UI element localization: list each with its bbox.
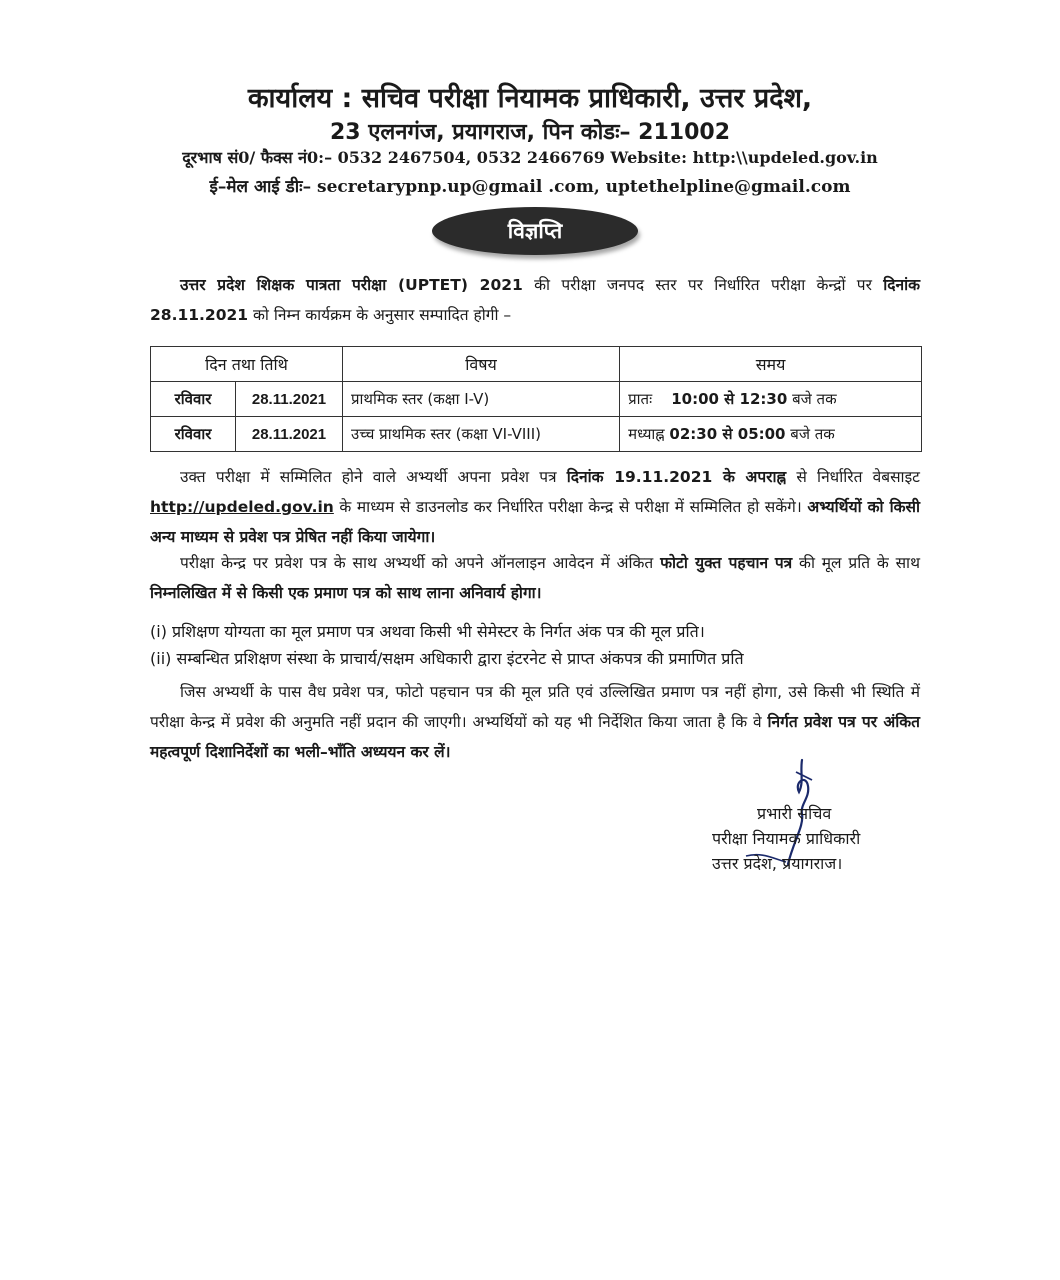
para2-text-a: उक्त परीक्षा में सम्मिलित होने वाले अभ्यर्थी अपना प्रवेश पत्र (180, 468, 567, 486)
para3-text-d: की मूल प्रति के साथ (792, 554, 920, 572)
para3-text-a: परीक्षा केन्द्र पर प्रवेश पत्र के साथ अभ्यर्थी को अपने ऑनलाइन आवेदन में अंकित (180, 554, 661, 572)
office-email: ई–मेल आई डीः– secretarypnp.up@gmail .com, uptethelpline@gmail.com (209, 177, 851, 197)
row-day: रविवार (151, 417, 236, 452)
row-date: 28.11.2021 (236, 382, 343, 417)
patra-text: पत्र (774, 554, 793, 572)
row-time (620, 417, 922, 452)
row-date: 28.11.2021 (236, 417, 343, 452)
para3-bold-note: निम्नलिखित में से किसी एक प्रमाण पत्र को साथ लाना अनिवार्य होगा। (150, 584, 542, 602)
exam-name: उत्तर प्रदेश शिक्षक पात्रता परीक्षा (UPTET) 2021 (180, 276, 523, 294)
photo-id-text: फोटो युक्त पहचान (660, 554, 769, 572)
para4-bold-note: निर्गत प्रवेश पत्र पर अंकित महत्वपूर्ण दिशानिर्देशों का भली–भाँति अध्ययन कर लें। (150, 713, 920, 761)
office-phone-website: दूरभाष सं0/ फैक्स नं0:– 0532 2467504, 0532 2466769 Website: http:\\updeled.gov.in (182, 148, 878, 167)
table-row (151, 417, 922, 452)
id-proof-paragraph (150, 548, 920, 608)
table-header-row (151, 347, 922, 382)
office-address: 23 एलनगंज, प्रयागराज, पिन कोडः– 211002 (329, 120, 731, 145)
row-subject: प्राथमिक स्तर (कक्षा I-V) (343, 382, 620, 417)
list-item: (ii) सम्बन्धित प्रशिक्षण संस्था के प्राचार्य/सक्षम अधिकारी द्वारा इंटरनेट से प्राप्त अंकपत्र की प्रमाणित प्रति (150, 649, 744, 668)
admit-card-date: दिनांक 19.11.2021 के अपराह्न (566, 468, 787, 486)
time-suffix: बजे तक (792, 390, 837, 408)
signatory-title: प्रभारी सचिव (757, 804, 832, 823)
para2-bold-note: अभ्यर्थियों को किसी अन्य माध्यम से प्रवेश पत्र प्रेषित नहीं किया जायेगा। (150, 498, 921, 546)
admit-card-paragraph (150, 462, 920, 552)
time-suffix: बजे तक (790, 425, 835, 443)
notice-title (432, 207, 638, 255)
para2-text-d: के माध्यम से डाउनलोड कर निर्धारित परीक्षा केन्द्र से परीक्षा में सम्मिलित हो सकेंगे। (333, 498, 808, 516)
para4-text-a: जिस अभ्यर्थी के पास वैध प्रवेश पत्र, फोटो पहचान पत्र की मूल प्रति एवं उल्लिखित प्रमाण पत्र नहीं होगा, उसे किसी भी स्थिति में परीक्षा केन्द्र में प्रवेश की अनुमति नहीं प्रदान की जाएगी। अभ्यर्थियों को यह भी निर्देशित किया जाता है कि वे (150, 683, 920, 731)
row-time (620, 382, 922, 417)
office-title: कार्यालय : सचिव परीक्षा नियामक प्राधिकारी, उत्तर प्रदेश, (247, 83, 813, 114)
para2-text-c: से निर्धारित वेबसाइट (786, 468, 920, 486)
table-row (151, 382, 922, 417)
signatory-office: परीक्षा नियामक प्राधिकारी (712, 829, 861, 848)
row-subject: उच्च प्राथमिक स्तर (कक्षा VI-VIII) (343, 417, 620, 452)
signatory-location: उत्तर प्रदेश, प्रयागराज। (712, 854, 843, 873)
schedule-table (150, 346, 922, 452)
notice-title-text: विज्ञप्ति (507, 219, 563, 243)
website-link[interactable]: http://updeled.gov.in (150, 498, 334, 516)
time-prefix: प्रातः (628, 390, 653, 408)
intro-paragraph (150, 270, 920, 330)
time-range: 10:00 से 12:30 (671, 390, 788, 408)
list-item: (i) प्रशिक्षण योग्यता का मूल प्रमाण पत्र अथवा किसी भी सेमेस्टर के निर्गत अंक पत्र की मूल प्रति। (150, 622, 705, 641)
header-time: समय (620, 347, 922, 382)
time-range: 02:30 से 05:00 (669, 425, 786, 443)
row-day: रविवार (151, 382, 236, 417)
header-day-date: दिन तथा तिथि (151, 347, 343, 382)
header-subject: विषय (343, 347, 620, 382)
exam-date: दिनांक 28.11.2021 (150, 276, 920, 324)
intro-text: की परीक्षा जनपद स्तर पर निर्धारित परीक्षा केन्द्रों पर (522, 276, 884, 294)
time-prefix: मध्याह्न (628, 425, 665, 443)
intro-end: को निम्न कार्यक्रम के अनुसार सम्पादित होगी – (248, 306, 512, 324)
